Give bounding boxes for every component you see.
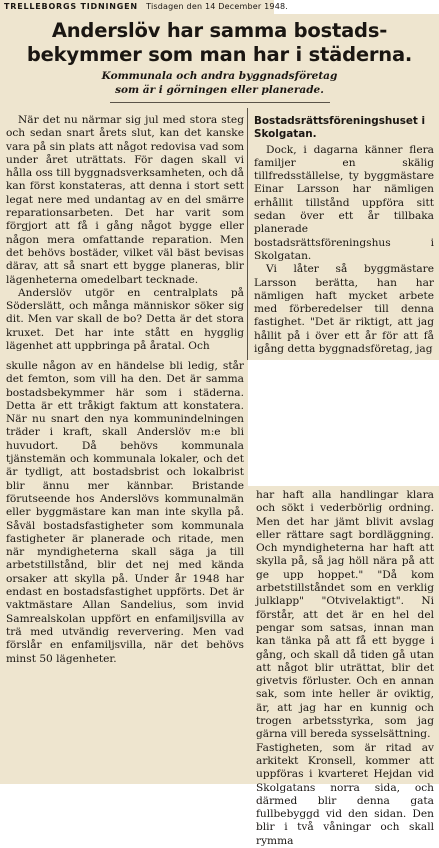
section-subtitle: Bostadsrättsföreningshuset i Skolgatan.	[254, 115, 426, 141]
headline-line-1: Anderslöv har samma bostads-	[51, 19, 388, 42]
right-column-continuation	[248, 486, 439, 847]
left-paragraph-2-cont: skulle någon av en händelse bli ledig, står det femton, som vill ha den. Det är samma bostadsbekymmer här som i städerna. Detta är ett tråkigt faktum att konstatera. När nu snart den nya kommunindelningen träder i kraft, skall Anderslöv m:e bli huvudort. Då behövs kommunala tjänstemän och kommunala lokaler, och det är tydligt, att bostadsbrist och lokalbrist blir ännu mer kännbar. Bristande förutseende hos Anderslövs kommunalmän eller byggmästare kan man inte skylla på. Såväl bostadsfastigheter som kommunala fastigheter är planerade och ritade, men när myndigheterna skall säga ja till arbetstillstånd, blir det nej med kända orsaker att skylla på. Under år 1948 har endast en bostadsfastighet uppförts. Det är vaktmästare Allan Sandelius, som invid Samrealskolan uppfört en enfamiljsvilla av trä med utvändig reververing. Men vad förslår en enfamiljsvilla, när det behövs minst 50 lägenheter.	[6, 360, 244, 665]
right-paragraph-3-cont: Fastigheten, som är ritad av arkitekt Kronsell, kommer att uppföras i kvarteret Hejdan vid Skolgatans norra sida, och därmed blir denna gata fullbebyggd vid den sidan. Den blir i två våningar och skall rymma	[256, 741, 434, 847]
left-paragraph-2: Anderslöv utgör en centralplats på Söderslätt, och många människor söker sig dit. Men var skall de bo? Detta är det stora kruxet. Det har inte stått en hygglig lägenhet att uppbringa på åratal. Och	[6, 286, 244, 353]
right-column-bottom	[256, 489, 434, 848]
column-divider	[247, 108, 248, 360]
headline	[0, 19, 439, 67]
headline-line-2: bekymmer som man har i städerna.	[26, 43, 413, 66]
masthead-clipping	[0, 0, 289, 14]
left-paragraph-1: När det nu närmar sig jul med stora steg och sedan snart årets slut, kan det kanske vara på sin plats att något redovisa vad som under året uträttats. För dagen skall vi hålla oss till byggnadsverksamheten, och då kan först konstateras, att denna i stort sett legat nere med undantag av en del smärre reparationsarbeten. Det har varit som förgjort att få i gång något bygge eller någon mera omfattande reparation. Men det behövs bostäder, vilket väl bäst bevisas därav, att så snart ett bygge planeras, blir lägenheterna omedelbart tecknade.	[6, 114, 245, 286]
right-paragraph-2-cont: har haft alla handlingar klara och sökt i vederbörlig ordning. Men det har jämt blivit avslag eller rättare sagt bordläggning. Och myndigheterna har haft att skylla på, så jag höll nära på att ge upp hoppet." "Då kom arbetstillståndet som en verklig julklapp" "Otvivelaktigt". Ni förstår, att det är en hel del pengar som satsas, innan man kan tänka på att få ett bygge i gång, och skall då tiden gå utan att något blir uträttat, blir det givetvis förluster. Och en annan sak, som inte heller är oviktig, är, att jag har en kunnig och trogen arbetsstyrka, som jag gärna vill bereda sysselsättning.	[256, 489, 434, 741]
headline-divider	[110, 102, 330, 103]
left-column-continuation	[0, 360, 248, 784]
left-column-top	[6, 114, 244, 353]
left-column-bottom	[6, 360, 244, 666]
right-column-top	[254, 115, 434, 356]
issue-date: Tisdagen den 14 December 1948.	[146, 2, 289, 11]
subheadline-line-2: som är i görningen eller planerade.	[115, 84, 324, 96]
subheadline-line-1: Kommunala och andra byggnadsföretag	[101, 70, 338, 82]
subheadline	[0, 69, 439, 97]
article-main-clipping	[0, 14, 439, 360]
newspaper-name: TRELLEBORGS TIDNINGEN	[4, 2, 138, 11]
right-paragraph-1: Dock, i dagarna känner flera familjer en skälig tillfredsställelse, ty byggmästare Einar Larsson har nämligen erhållit tillstånd uppföra sitt sedan över ett år tillbaka planerade bostadsrättsföreningshus i Skolgatan.	[254, 143, 434, 262]
masthead	[4, 1, 289, 13]
right-paragraph-2: Vi låter så byggmästare Larsson berätta, han har nämligen haft mycket arbete med förberedelser till denna fastighet. "Det är riktigt, att jag hållit på i över ett år för att få igång detta byggnadsföretag, jag	[254, 263, 434, 356]
